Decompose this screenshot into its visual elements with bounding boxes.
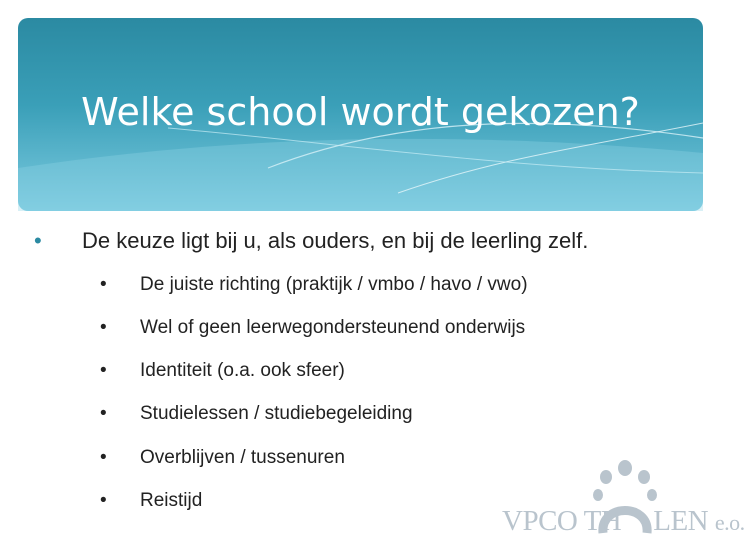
sub-bullet-text: Studielessen / studiebegeleiding bbox=[140, 403, 413, 424]
main-bullet-text: De keuze ligt bij u, als ouders, en bij de leerling zelf. bbox=[82, 228, 589, 253]
sub-bullet-text: Identiteit (o.a. ook sfeer) bbox=[140, 360, 345, 381]
slide-title: Welke school wordt gekozen? bbox=[81, 90, 640, 134]
sub-bullet-text: Reistijd bbox=[140, 490, 203, 511]
bullet-icon: • bbox=[100, 403, 107, 424]
bullet-icon: • bbox=[100, 360, 107, 381]
sub-bullet-text: De juiste richting (praktijk / vmbo / havo / vwo) bbox=[140, 274, 528, 295]
bullet-icon: • bbox=[100, 490, 107, 511]
bullet-icon: • bbox=[34, 228, 42, 253]
bullet-icon: • bbox=[100, 274, 107, 295]
sub-bullet-text: Wel of geen leerwegondersteunend onderwijs bbox=[140, 317, 526, 338]
title-banner bbox=[18, 18, 703, 211]
bullet-icon: • bbox=[100, 447, 107, 468]
logo-wordmark: VPCO TH LEN e.o. bbox=[502, 505, 745, 537]
bullet-icon: • bbox=[100, 317, 107, 338]
sub-bullet-text: Overblijven / tussenuren bbox=[140, 447, 345, 468]
emphasis-word: keuze bbox=[116, 228, 175, 253]
